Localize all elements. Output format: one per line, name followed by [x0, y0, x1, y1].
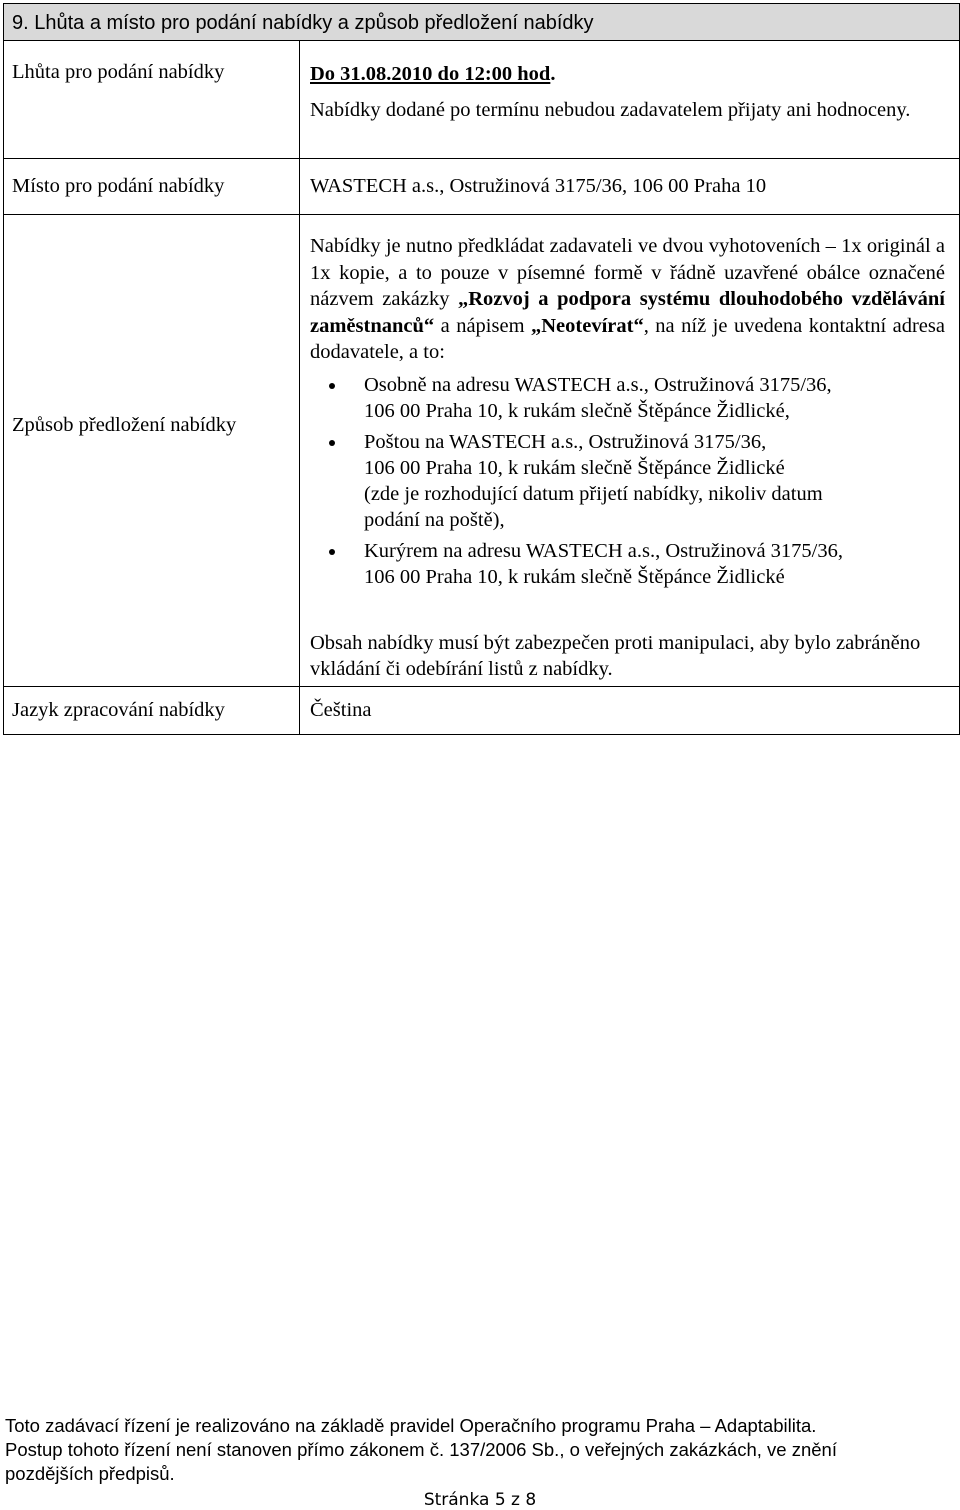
- bullet-icon: [329, 440, 335, 446]
- table-row: [4, 159, 960, 215]
- footer-line: pozdějších předpisů.: [5, 1463, 175, 1484]
- list-item: [310, 538, 945, 590]
- table-row: [4, 41, 960, 159]
- language-text: Čeština: [310, 699, 372, 721]
- list-item-line: 106 00 Praha 10, k rukám slečně Štěpánce Židlické: [364, 456, 785, 479]
- list-item-line: (zde je rozhodující datum přijetí nabídky, nikoliv datum: [364, 482, 823, 505]
- list-item-line: Osobně na adresu WASTECH a.s., Ostružinová 3175/36,: [364, 373, 832, 396]
- language-label: [4, 687, 300, 735]
- method-text-b: a nápisem: [434, 314, 531, 337]
- method-text-c: , na níž je uvedena kontaktní adresa dodavatele, a to:: [310, 314, 945, 363]
- list-item-line: Kurýrem na adresu WASTECH a.s., Ostružinová 3175/36,: [364, 539, 844, 562]
- table-row: [4, 687, 960, 735]
- footer-line: Postup tohoto řízení není stanoven přímo zákonem č. 137/2006 Sb., o veřejných zakázkách, ve znění: [5, 1439, 837, 1460]
- place-label-text: Místo pro podání nabídky: [12, 175, 225, 197]
- delivery-list: [310, 372, 945, 590]
- method-value: [300, 215, 960, 687]
- section-heading: 9. Lhůta a místo pro podání nabídky a způsob předložení nabídky: [3, 3, 960, 41]
- language-value: [300, 687, 960, 735]
- deadline-value: [300, 41, 960, 159]
- list-item-line: Poštou na WASTECH a.s., Ostružinová 3175/36,: [364, 430, 767, 453]
- language-label-text: Jazyk zpracování nabídky: [12, 699, 225, 721]
- deadline-note: Nabídky dodané po termínu nebudou zadavatelem přijaty ani hodnoceny.: [310, 99, 911, 121]
- deadline-period: .: [550, 63, 556, 85]
- method-label: [4, 215, 300, 687]
- method-paragraph: [310, 233, 945, 366]
- method-label-text: Způsob předložení nabídky: [12, 414, 237, 436]
- place-address: WASTECH a.s., Ostružinová 3175/36, 106 00 Praha 10: [310, 175, 767, 197]
- list-item-line: podání na poště),: [364, 508, 505, 531]
- tamper-note: Obsah nabídky musí být zabezpečen proti manipulaci, aby bylo zabráněno vkládání či odebírání listů z nabídky.: [310, 631, 921, 680]
- do-not-open-label: „Neotevírat“: [531, 314, 644, 337]
- place-label: [4, 159, 300, 215]
- deadline-date: Do 31.08.2010 do 12:00 hod: [310, 63, 551, 85]
- deadline-label-text: Lhůta pro podání nabídky: [12, 61, 225, 83]
- list-item: [310, 372, 945, 424]
- method-text-a: Nabídky je nutno předkládat zadavateli ve dvou vyhotoveních – 1x originál a 1x kopie, a to pouze v písemné formě v řádně uzavřené obálce označené názvem zakázky: [310, 235, 945, 310]
- page-number: Stránka 5 z 8: [423, 1490, 537, 1510]
- list-item-line: 106 00 Praha 10, k rukám slečně Štěpánce Židlické,: [364, 399, 790, 422]
- bullet-icon: [329, 549, 335, 555]
- table-row: [4, 215, 960, 687]
- contract-name: „Rozvoj a podpora systému dlouhodobého vzdělávání zaměstnanců“: [310, 288, 946, 337]
- deadline-label: [4, 41, 300, 159]
- submission-table: [3, 40, 960, 735]
- bullet-icon: [329, 383, 335, 389]
- place-value: [300, 159, 960, 215]
- list-item-line: 106 00 Praha 10, k rukám slečně Štěpánce Židlické: [364, 565, 785, 588]
- list-item: [310, 429, 945, 533]
- footer-line: Toto zadávací řízení je realizováno na základě pravidel Operačního programu Praha – Adaptabilita.: [5, 1415, 817, 1436]
